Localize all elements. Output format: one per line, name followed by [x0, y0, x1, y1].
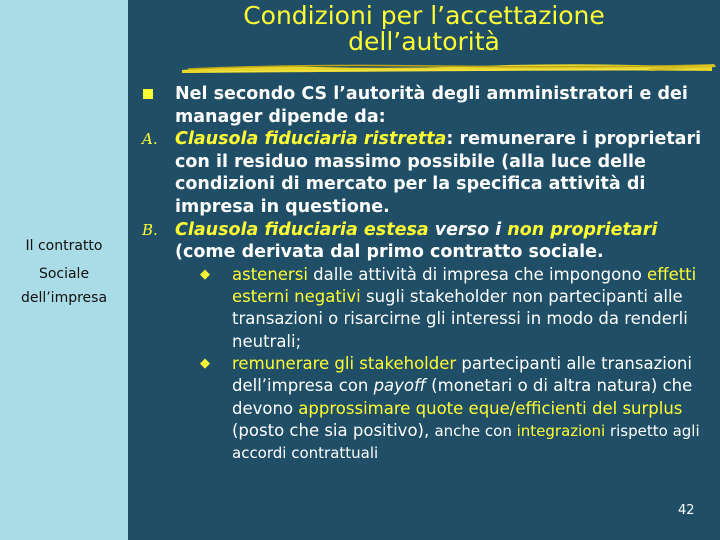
- clause-b-label2: non proprietari: [507, 219, 658, 240]
- sub2-highlight2: approssimare quote eque/efficienti del surplus: [298, 398, 683, 418]
- clause-a: [130, 128, 720, 218]
- title-line1: Condizioni per l’accettazione: [243, 1, 605, 30]
- sub-bullet-1: [130, 264, 720, 353]
- sidebar-label-line1: Il contratto: [25, 238, 103, 254]
- clause-b-marker: B.: [142, 220, 158, 239]
- sub2-text5: rispetto agli accordi contrattuali: [232, 421, 700, 463]
- sub2-highlight3: integrazioni: [516, 421, 606, 440]
- slide-content: [130, 83, 720, 464]
- sub1-text2: sugli stakeholder non partecipanti alle transazioni o risarcirne gli interessi in modo da renderli neutrali;: [232, 287, 688, 351]
- sub1-highlight2: effetti esterni negativi: [232, 264, 697, 307]
- clause-a-label: Clausola fiduciaria ristretta: [175, 129, 447, 150]
- clause-b-text1: verso i: [428, 219, 508, 240]
- clause-b-label: Clausola fiduciaria estesa: [175, 219, 429, 240]
- sub1-highlight1: astenersi: [232, 264, 308, 284]
- sidebar-label-line2: Sociale: [38, 266, 90, 282]
- clause-a-marker: A.: [142, 130, 158, 149]
- intro-bullet: [130, 83, 720, 128]
- diamond-bullet-icon: ◆: [200, 355, 210, 371]
- sub2-text3: (posto che sia positivo),: [232, 420, 435, 440]
- title-underline-brushstroke: [178, 58, 718, 78]
- square-bullet-icon: [143, 89, 153, 99]
- sub-bullet-2: [130, 353, 720, 464]
- intro-text: Nel secondo CS l’autorità degli amministratori e dei manager dipende da:: [175, 84, 688, 127]
- clause-a-text: : remunerare i proprietari con il residuo massimo possibile (alla luce delle condizioni di mercato per la specifica attività di impresa in questione.: [175, 129, 702, 217]
- title-line2: dell’autorità: [348, 27, 500, 56]
- sub1-text1: dalle attività di impresa che impongono: [307, 264, 648, 284]
- sub2-italic: payoff: [373, 376, 426, 396]
- clause-b-text2: (come derivata dal primo contratto sociale.: [175, 242, 604, 263]
- sub2-text1: partecipanti alle transazioni dell’impresa con: [232, 353, 692, 396]
- sub2-text2: (monetari o di altra natura) che devono: [232, 376, 693, 418]
- sub2-highlight1: remunerare gli stakeholder: [232, 353, 457, 373]
- sidebar-label-line3: dell’impresa: [20, 290, 108, 306]
- sub2-text4: anche con: [434, 421, 517, 440]
- diamond-bullet-icon: ◆: [200, 266, 210, 282]
- clause-b: [130, 219, 720, 264]
- page-number: 42: [678, 503, 695, 518]
- slide-title: [128, 3, 720, 55]
